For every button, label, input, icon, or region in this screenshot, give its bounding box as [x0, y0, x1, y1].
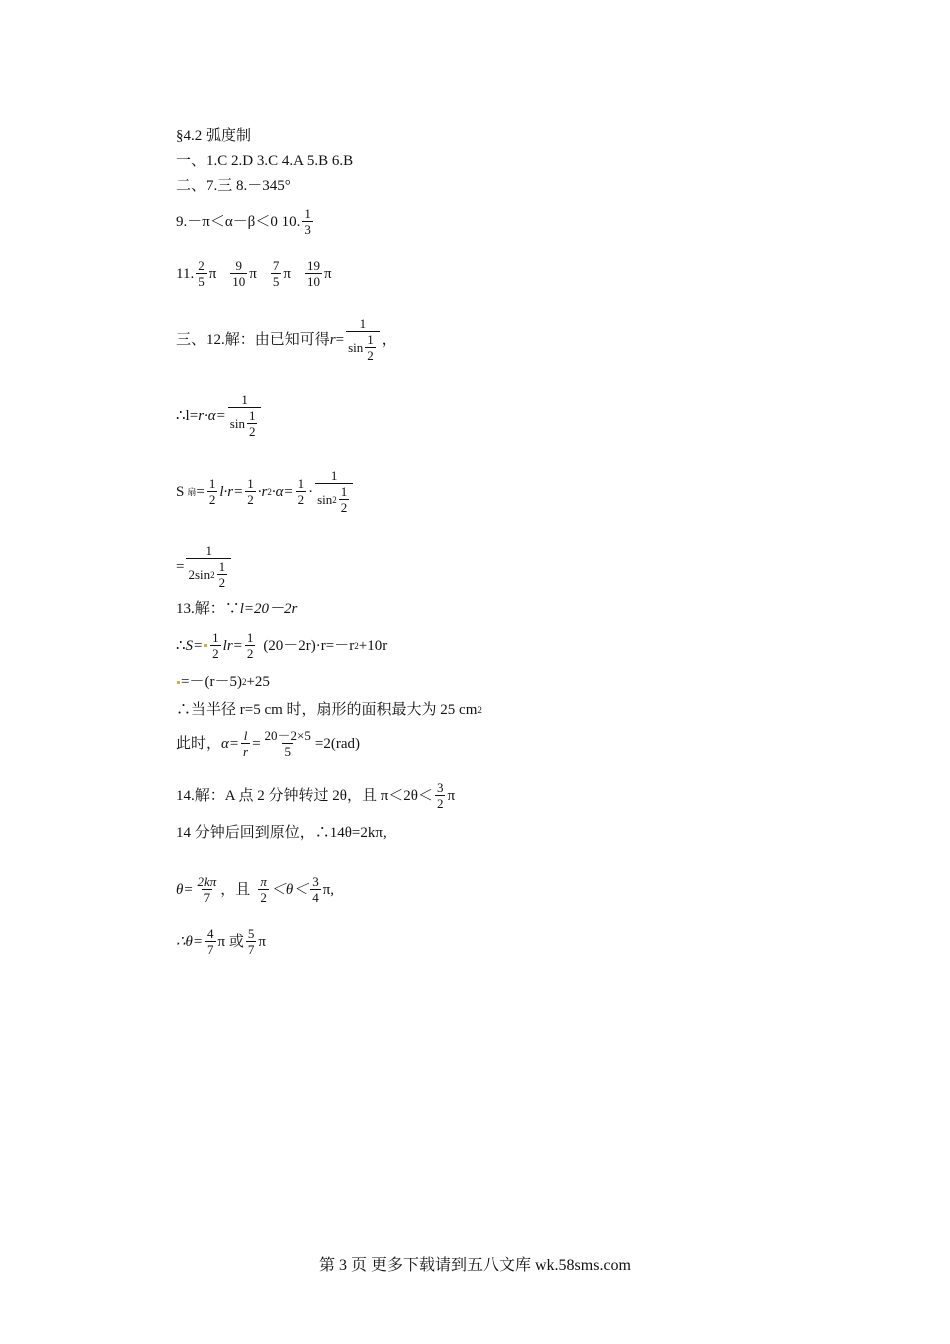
fraction-denominator: 2 — [246, 646, 254, 661]
fraction-numerator: 1 — [248, 408, 256, 423]
q10-fraction — [302, 206, 313, 237]
fraction-denominator: 2 — [208, 492, 216, 507]
q14-and: ，且 — [220, 881, 251, 898]
answers-part2: 二、7.三 8.－345° — [176, 178, 291, 194]
q11-fraction-2 — [230, 258, 247, 289]
fraction-denominator: 2sin 2 $\frac{1}{2}$ — [186, 558, 231, 590]
fraction-denominator: 5 — [198, 274, 205, 289]
q12-intro: 三、12.解：由已知可得 — [176, 331, 330, 348]
q13-result: =2(rad) — [314, 735, 360, 752]
half-fraction — [365, 332, 376, 363]
answer-q14-line3 — [176, 874, 334, 905]
page-footer: 第 3 页 更多下载请到五八文库 wk.58sms.com — [318, 1257, 631, 1274]
fraction-numerator: 5 — [247, 926, 255, 941]
theta-fraction — [196, 874, 219, 905]
answer-q11 — [176, 258, 332, 289]
fraction-numerator: 7 — [272, 258, 280, 273]
fraction-denominator: 7 — [247, 942, 255, 957]
fraction-numerator: 2 — [198, 258, 205, 273]
answer-q14-line1 — [176, 780, 455, 811]
l-over-r-fraction — [241, 728, 250, 759]
half-fraction — [207, 476, 218, 507]
answer-q14-line2 — [176, 823, 387, 843]
pi-symbol: π — [447, 787, 456, 804]
sin-label: sin — [317, 492, 333, 507]
q11-label: 11. — [176, 265, 195, 282]
fraction-denominator: 5 — [272, 274, 280, 289]
fraction-denominator: 2 — [297, 492, 305, 507]
half-fraction — [210, 630, 221, 661]
fraction-numerator: 4 — [207, 926, 214, 941]
q9-text: 9.－π＜α－β＜0 10. — [176, 213, 301, 230]
fraction-denominator: 2 — [367, 348, 374, 363]
answer-q13-line1 — [176, 599, 297, 619]
s-equals: S= — [185, 637, 204, 654]
three-halves-fraction — [435, 780, 446, 811]
answer-q12-line3: S 扇 = $\frac{1}{2}$ l·r= $\frac{1}{2}$ ·r 2 ·α= $\frac{1}{2}$ · 1 sin 2 $\frac{1}{2}$ — [176, 468, 355, 515]
fraction-numerator: l — [243, 728, 248, 743]
q13-completed-square-tail: +25 — [246, 674, 270, 690]
q14-return: 14 分钟后回到原位，∴14θ=2kπ, — [176, 825, 387, 841]
fraction-denominator: 7 — [203, 890, 211, 905]
fraction-denominator: 7 — [207, 942, 214, 957]
q12-r-fraction — [346, 316, 380, 363]
fraction-numerator: 1 — [359, 316, 367, 331]
equals: = — [196, 483, 205, 500]
q11-fraction-1 — [196, 258, 207, 289]
alpha-equals: ·α= — [271, 483, 294, 500]
pi-symbol: π — [208, 265, 217, 282]
equals: = — [252, 735, 261, 752]
pi-symbol: π — [249, 265, 257, 282]
equals: = — [335, 331, 345, 348]
lr-equals: lr= — [222, 637, 243, 654]
fraction-numerator: π — [260, 874, 267, 889]
answer-q13-line4: ∴当半径 r=5 cm 时，扇形的面积最大为 25 cm 2 — [176, 702, 482, 718]
fraction-denominator: 4 — [312, 890, 319, 905]
mid-dot: · — [308, 483, 314, 500]
theta-equals: θ= — [176, 881, 194, 898]
fraction-numerator: 1 — [247, 476, 254, 491]
pi-over-two-fraction — [258, 874, 269, 905]
q13-label: 13.解：∵ — [176, 601, 240, 617]
q14-inequality: ＜θ＜ — [270, 881, 309, 898]
q14-intro: 14.解：A 点 2 分钟转过 2θ，且 π＜2θ＜ — [176, 787, 433, 804]
s-label: S — [176, 483, 185, 500]
fraction-denominator: 3 — [304, 222, 311, 237]
fraction-numerator: 1 — [340, 484, 348, 499]
fraction-numerator: 1 — [330, 468, 338, 483]
fraction-numerator: 19 — [306, 258, 320, 273]
fraction-denominator: 5 — [284, 744, 291, 759]
pi-symbol: π, — [322, 881, 335, 898]
q13-expansion-tail: +10r — [358, 637, 388, 654]
angle-value-fraction — [263, 728, 313, 759]
fraction-numerator: 1 — [367, 332, 374, 347]
fraction-numerator: 1 — [208, 476, 216, 491]
section-title: §4.2 弧度制 — [176, 128, 252, 144]
equals: = — [176, 558, 185, 575]
q13-conclusion: ∴当半径 r=5 cm 时，扇形的面积最大为 25 cm — [176, 702, 478, 718]
fraction-denominator: 2 — [260, 890, 267, 905]
therefore-symbol: ∴ — [176, 407, 186, 424]
fraction-numerator: 3 — [436, 780, 444, 795]
fraction-numerator: 9 — [235, 258, 243, 273]
answer-q14-line4 — [176, 926, 266, 957]
dot-r: ·r — [257, 483, 268, 500]
fraction-numerator: 1 — [246, 630, 254, 645]
fraction-numerator: 3 — [312, 874, 319, 889]
pi-symbol: π — [283, 265, 291, 282]
answer-q12-line4 — [176, 543, 233, 590]
q13-expansion: (20－2r)·r=－r — [263, 637, 355, 654]
r-alpha: r·α= — [198, 407, 226, 424]
half-fraction — [245, 630, 256, 661]
fraction-denominator — [228, 407, 262, 439]
answer-q13-line5 — [176, 728, 360, 759]
fraction-numerator: 1 — [212, 630, 219, 645]
answer-q9-q10 — [176, 206, 315, 237]
fraction-numerator: 1 — [241, 392, 248, 407]
answer-q13-line2: ∴ S= $\frac{1}{2}$ lr= $\frac{1}{2}$ (20－2r)·r=－r 2 +10r — [176, 630, 388, 661]
answer-q12-line2 — [176, 392, 263, 439]
fraction-denominator: 10 — [306, 274, 320, 289]
q13-expression: l=20－2r — [239, 601, 298, 617]
arc-length-fraction — [228, 392, 262, 439]
fraction-numerator: 1 — [297, 476, 305, 491]
fraction-denominator — [346, 331, 380, 363]
therefore-symbol: ∴ — [176, 637, 186, 654]
sin-label: sin — [348, 340, 364, 355]
fraction-denominator: 2 — [218, 575, 226, 590]
two-sin-label: 2sin — [188, 567, 211, 582]
pi-symbol: π — [323, 265, 332, 282]
theta-result: ∴θ= — [176, 933, 204, 950]
l-r: l·r= — [219, 483, 244, 500]
half-fraction — [247, 408, 258, 439]
three-quarters-fraction — [310, 874, 321, 905]
answers-part1: 一、1.C 2.D 3.C 4.A 5.B 6.B — [176, 153, 354, 169]
fraction-numerator: 1 — [304, 206, 311, 221]
fraction-denominator: sin 2 $\frac{1}{2}$ — [315, 483, 353, 515]
fraction-denominator: 2 — [248, 424, 256, 439]
fraction-denominator: r — [243, 744, 249, 759]
fraction-numerator: 2kπ — [197, 874, 217, 889]
pi-symbol: π — [258, 933, 266, 950]
final-area-fraction — [186, 543, 231, 590]
q11-fraction-4 — [305, 258, 322, 289]
half-fraction — [296, 476, 307, 507]
q13-completed-square: =－(r－5) — [181, 674, 242, 690]
s-subscript: 扇 — [187, 486, 197, 497]
var-r: r — [329, 331, 336, 348]
area-fraction — [315, 468, 353, 515]
fraction-denominator: 2 — [436, 796, 444, 811]
answer-q13-line3: =－(r－5) 2 +25 — [176, 672, 270, 692]
answer-q12-line1 — [176, 316, 397, 363]
fraction-denominator: 2 — [247, 492, 254, 507]
mark-dot — [177, 681, 180, 684]
sin-label: sin — [229, 416, 245, 431]
mark-dot — [204, 644, 207, 647]
q13-at-this-time: 此时， — [176, 735, 222, 752]
fraction-denominator: 2 — [212, 646, 219, 661]
four-sevenths-fraction — [205, 926, 216, 957]
fraction-numerator: 1 — [218, 559, 226, 574]
fraction-numerator: 20－2×5 — [264, 728, 311, 743]
q11-fraction-3 — [271, 258, 282, 289]
fraction-denominator: 10 — [232, 274, 246, 289]
fraction-numerator: 1 — [205, 543, 213, 558]
q14-or: π 或 — [217, 933, 244, 950]
half-fraction — [217, 559, 228, 590]
l-equals: l= — [185, 407, 199, 424]
fraction-denominator: 2 — [340, 500, 348, 515]
half-fraction — [245, 476, 256, 507]
alpha-equals: α= — [221, 735, 240, 752]
comma: ， — [381, 331, 397, 348]
five-sevenths-fraction — [246, 926, 257, 957]
half-fraction — [339, 484, 350, 515]
